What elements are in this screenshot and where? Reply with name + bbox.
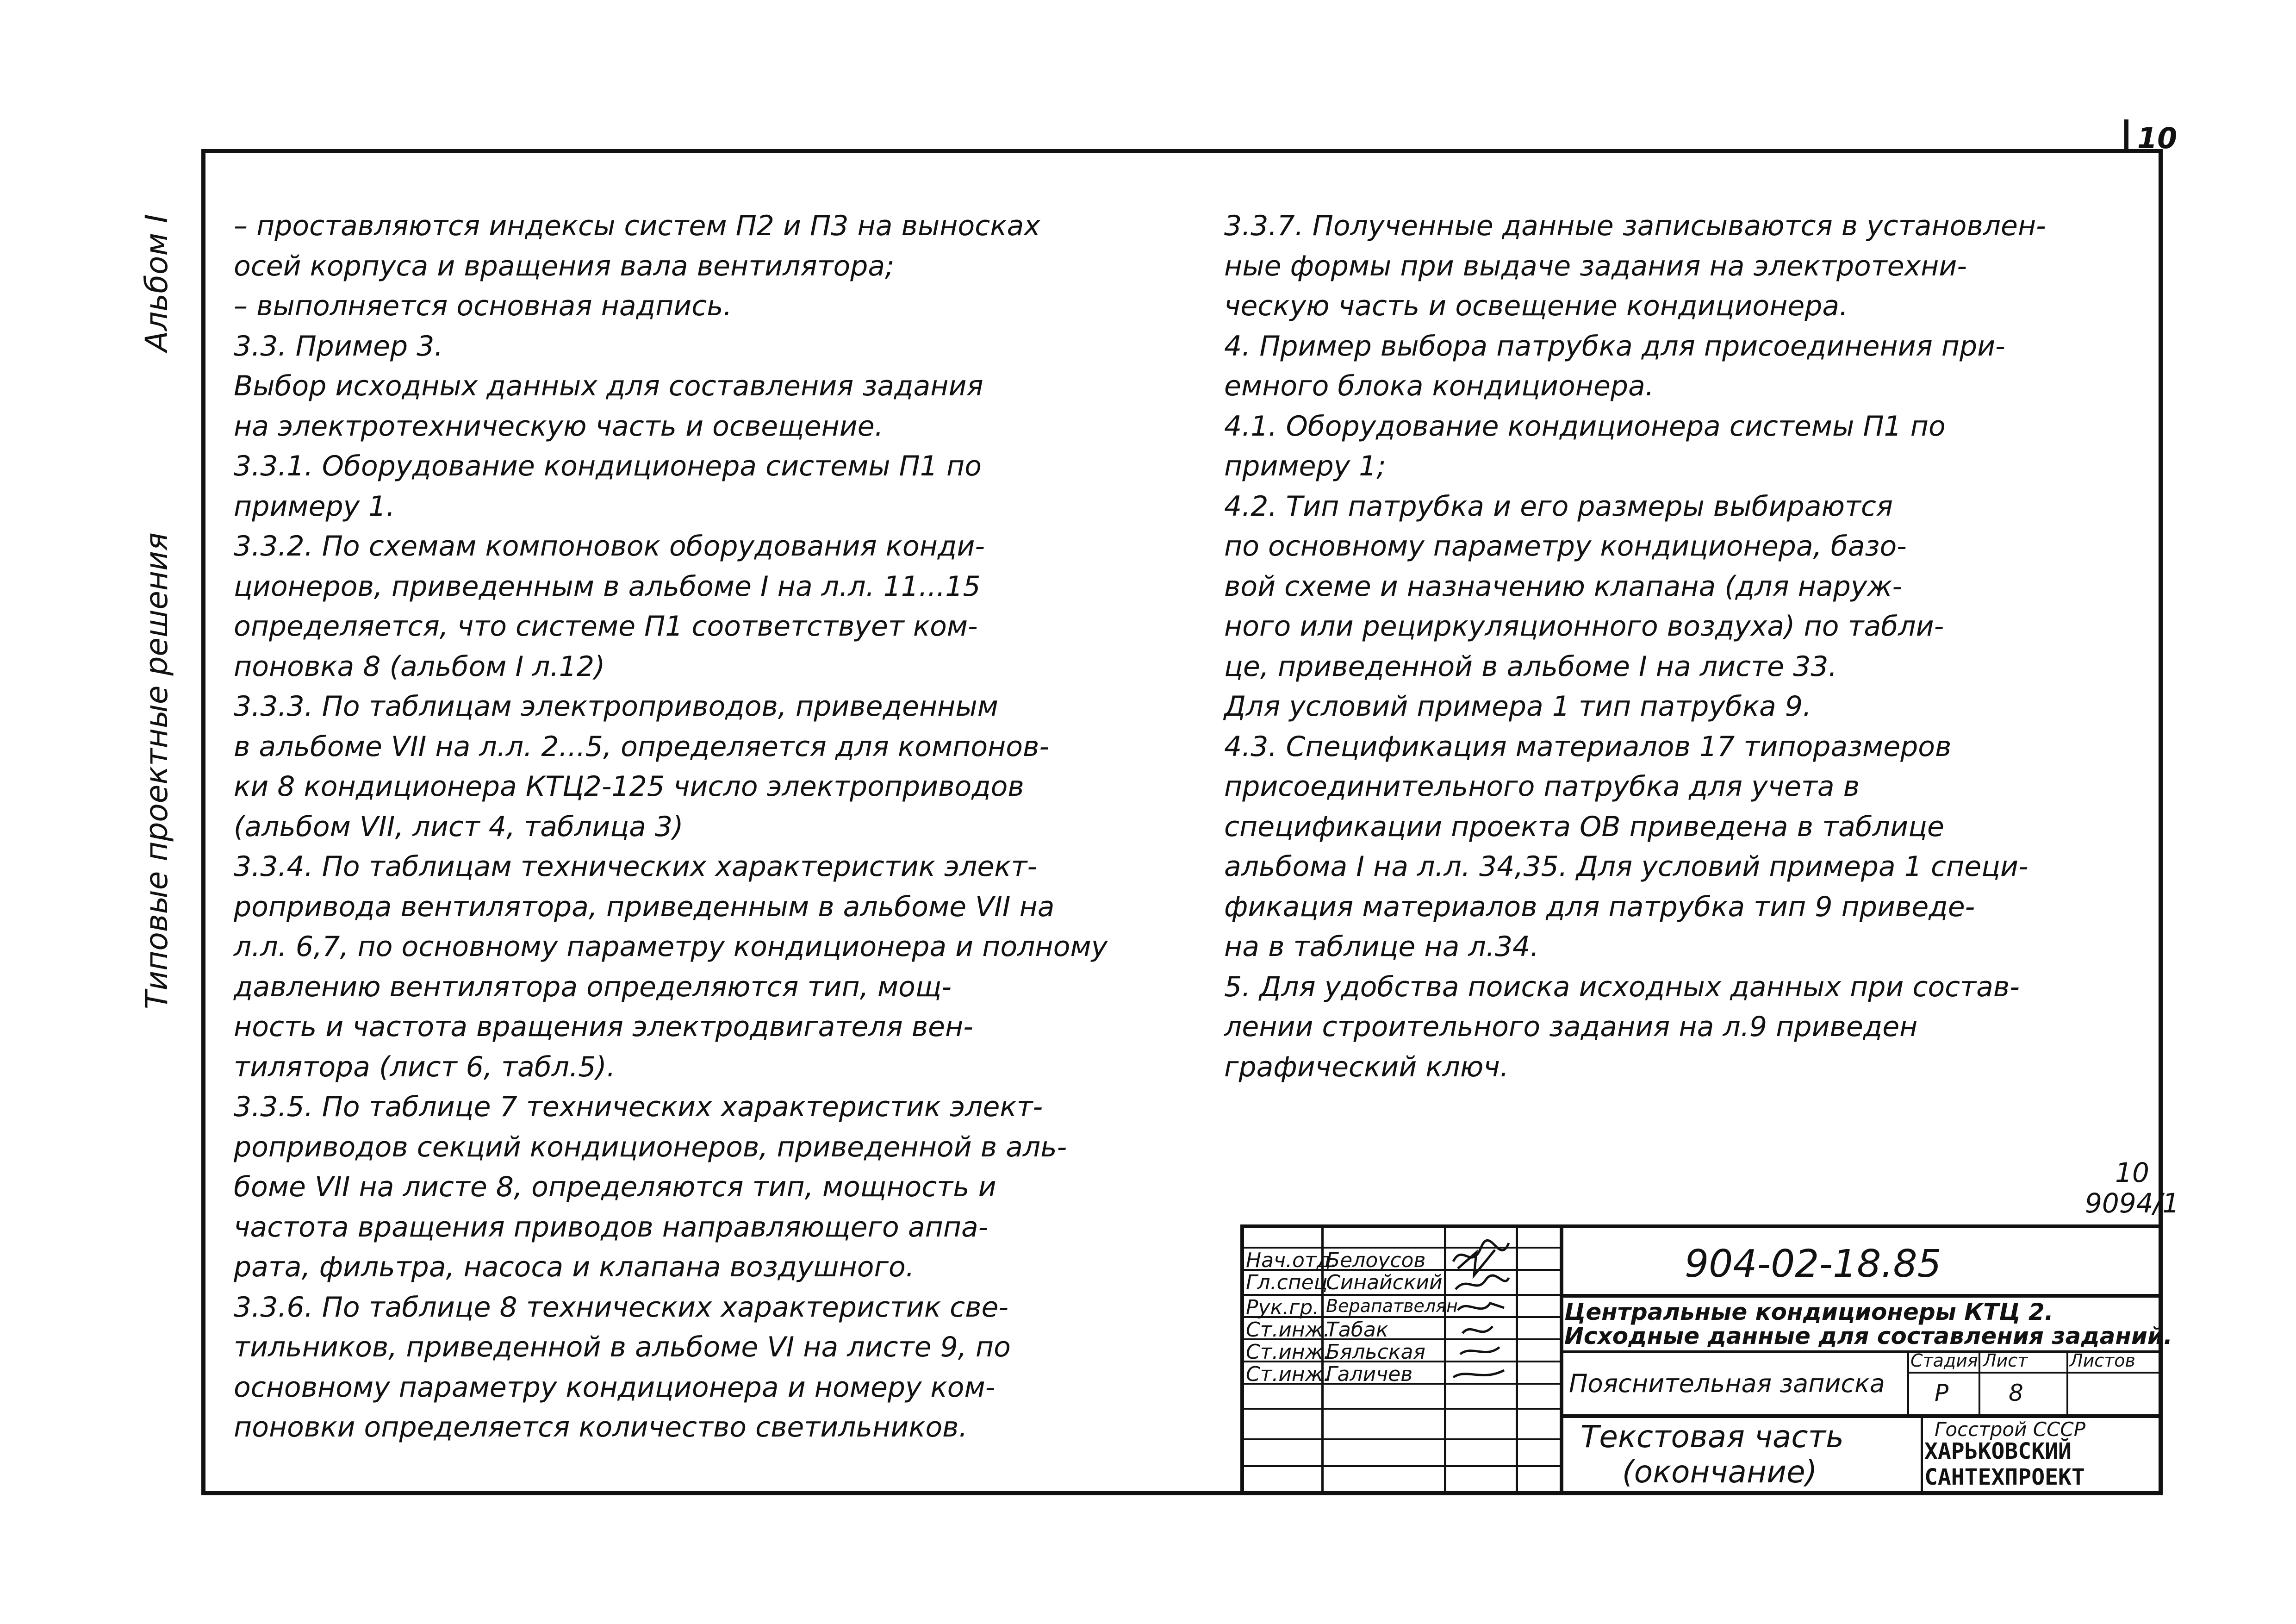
tb-vline: [1921, 1414, 1923, 1495]
tb-name: Верапатвелян: [1326, 1296, 1458, 1316]
tb-role: Ст.инж.: [1246, 1340, 1330, 1364]
text-line: на электротехническую часть и освещение.: [234, 410, 884, 443]
text-line: тилятора (лист 6, табл.5).: [234, 1050, 616, 1083]
text-line: – проставляются индексы систем П2 и П3 на выносках: [234, 210, 1040, 242]
text-line: лении строительного задания на л.9 приведен: [1224, 1011, 1918, 1043]
text-line: на в таблице на л.34.: [1224, 931, 1539, 963]
tb-name: Табак: [1326, 1318, 1388, 1342]
sheet-mark-code: 9094/1: [2085, 1187, 2180, 1219]
tb-hline: [1560, 1294, 2163, 1298]
text-line: л.л. 6,7, по основному параметру кондиционера и полному: [234, 931, 1108, 963]
tb-vline: [1560, 1224, 1563, 1495]
text-line: боме VII на листе 8, определяются тип, мощность и: [234, 1171, 996, 1203]
document-type: Пояснительная записка: [1569, 1369, 1885, 1398]
tb-vline: [1516, 1224, 1518, 1495]
header-sheet: Лист: [1983, 1350, 2028, 1371]
tb-border-top: [1240, 1224, 2163, 1228]
text-line: 3.3.1. Оборудование кондиционера системы П1 по: [234, 450, 982, 482]
text-line: 3.3.7. Полученные данные записываются в установлен-: [1224, 210, 2046, 242]
tb-role: Нач.отд.: [1246, 1249, 1337, 1272]
text-line: основному параметру кондиционера и номеру ком-: [234, 1371, 996, 1404]
text-line: 3.3.4. По таблицам технических характеристик элект-: [234, 850, 1038, 883]
description-line-2: Исходные данные для составления заданий.: [1564, 1323, 2172, 1349]
side-label-series: Типовые проектные решения: [139, 532, 174, 1009]
sheet-value: 8: [2009, 1380, 2023, 1406]
text-line: фикация материалов для патрубка тип 9 приведе-: [1224, 890, 1975, 923]
text-line: определяется, что системе П1 соответствует ком-: [234, 610, 978, 643]
text-line: давлению вентилятора определяются тип, мощ-: [234, 970, 952, 1003]
tb-role: Гл.спец.: [1246, 1271, 1334, 1294]
tb-vline: [1444, 1224, 1446, 1495]
description-line-1: Центральные кондиционеры КТЦ 2.: [1564, 1299, 2053, 1325]
tb-border-left: [1240, 1224, 1244, 1495]
text-line: в альбоме VII на л.л. 2...5, определяется для компонов-: [234, 730, 1049, 763]
tb-vline: [1907, 1350, 1909, 1414]
tb-hline: [1240, 1438, 1562, 1440]
text-line: рата, фильтра, насоса и клапана воздушного.: [234, 1251, 915, 1283]
text-line: 3.3. Пример 3.: [234, 330, 443, 362]
tb-name: Белоусов: [1326, 1249, 1426, 1272]
text-line: Выбор исходных данных для составления задания: [234, 370, 983, 402]
tb-hline: [1240, 1408, 1562, 1410]
text-line: 3.3.3. По таблицам электроприводов, приведенным: [234, 690, 999, 723]
sheet-mark-number: 10: [2115, 1157, 2149, 1188]
organization-line-2: ХАРЬКОВСКИЙ: [1924, 1438, 2072, 1464]
text-line: ность и частота вращения электродвигателя вен-: [234, 1011, 973, 1043]
text-line: осей корпуса и вращения вала вентилятора;: [234, 250, 895, 282]
text-line: 4. Пример выбора патрубка для присоединения при-: [1224, 330, 2005, 362]
organization-line-1: Госстрой СССР: [1935, 1418, 2086, 1441]
tb-name: Галичев: [1326, 1362, 1413, 1386]
text-line: ные формы при выдаче задания на электротехни-: [1224, 250, 1967, 282]
tb-role: Ст.инж.: [1246, 1318, 1330, 1342]
text-line: поновка 8 (альбом I л.12): [234, 650, 605, 683]
text-line: примеру 1;: [1224, 450, 1386, 482]
text-line: присоединительного патрубка для учета в: [1224, 770, 1860, 803]
text-line: по основному параметру кондиционера, базо-: [1224, 530, 1907, 562]
document-code: 904-02-18.85: [1685, 1242, 1941, 1286]
tb-hline: [1240, 1465, 1562, 1467]
tb-name: Бяльская: [1326, 1340, 1425, 1364]
text-line: 4.2. Тип патрубка и его размеры выбираются: [1224, 490, 1893, 523]
text-line: примеру 1.: [234, 490, 395, 523]
tb-hline: [1560, 1414, 2163, 1418]
tb-hline: [1907, 1372, 2163, 1374]
text-line: Для условий примера 1 тип патрубка 9.: [1224, 690, 1812, 723]
right-text-column: [1224, 206, 2046, 1087]
text-line: вой схеме и назначению клапана (для наруж-: [1224, 570, 1903, 603]
text-line: (альбом VII, лист 4, таблица 3): [234, 810, 684, 843]
text-line: ропривода вентилятора, приведенным в альбоме VII на: [234, 890, 1055, 923]
tb-role: Ст.инж.: [1246, 1362, 1330, 1386]
sheet-mark: [2085, 1157, 2179, 1218]
text-line: – выполняется основная надпись.: [234, 290, 732, 322]
text-line: частота вращения приводов направляющего аппа-: [234, 1211, 989, 1243]
text-line: 3.3.2. По схемам компоновок оборудования конди-: [234, 530, 985, 562]
tb-role: Рук.гр.: [1246, 1296, 1319, 1319]
left-text-column: [234, 206, 1108, 1448]
text-line: емного блока кондиционера.: [1224, 370, 1654, 402]
part-title-line-2: (окончание): [1622, 1454, 1817, 1490]
title-block: [1240, 1224, 2172, 1495]
text-line: ного или рециркуляционного воздуха) по табли-: [1224, 610, 1944, 643]
organization-line-3: САНТЕХПРОЕКТ: [1924, 1464, 2085, 1490]
text-line: графический ключ.: [1224, 1050, 1509, 1083]
text-line: ческую часть и освещение кондиционера.: [1224, 290, 1848, 322]
stage-value: Р: [1935, 1380, 1949, 1406]
text-line: роприводов секций кондиционеров, приведенной в аль-: [234, 1131, 1067, 1163]
text-line: альбома I на л.л. 34,35. Для условий примера 1 специ-: [1224, 850, 2028, 883]
text-line: спецификации проекта ОВ приведена в таблице: [1224, 810, 1944, 843]
text-line: 5. Для удобства поиска исходных данных при состав-: [1224, 970, 2020, 1003]
side-label-album: Альбом I: [139, 214, 174, 352]
text-line: 4.1. Оборудование кондиционера системы П1 по: [1224, 410, 1946, 443]
header-sheets: Листов: [2070, 1350, 2135, 1371]
tb-vline: [2066, 1350, 2068, 1414]
text-line: 4.3. Спецификация материалов 17 типоразмеров: [1224, 730, 1952, 763]
text-line: це, приведенной в альбоме I на листе 33.: [1224, 650, 1837, 683]
text-line: ционеров, приведенным в альбоме I на л.л. 11...15: [234, 570, 981, 603]
text-line: ки 8 кондиционера КТЦ2-125 число электроприводов: [234, 770, 1024, 803]
text-line: 3.3.6. По таблице 8 технических характеристик све-: [234, 1291, 1009, 1324]
part-title-line-1: Текстовая часть: [1580, 1419, 1844, 1455]
header-stage: Стадия: [1910, 1350, 1978, 1371]
text-line: 3.3.5. По таблице 7 технических характеристик элект-: [234, 1091, 1043, 1123]
text-line: поновки определяется количество светильников.: [234, 1411, 968, 1443]
tb-name: Синайский: [1326, 1271, 1443, 1294]
page-number: 10: [2137, 121, 2178, 155]
text-line: тильников, приведенной в альбоме VI на листе 9, по: [234, 1331, 1011, 1363]
tb-vline: [1979, 1350, 1980, 1414]
signatures: [1449, 1234, 1513, 1387]
